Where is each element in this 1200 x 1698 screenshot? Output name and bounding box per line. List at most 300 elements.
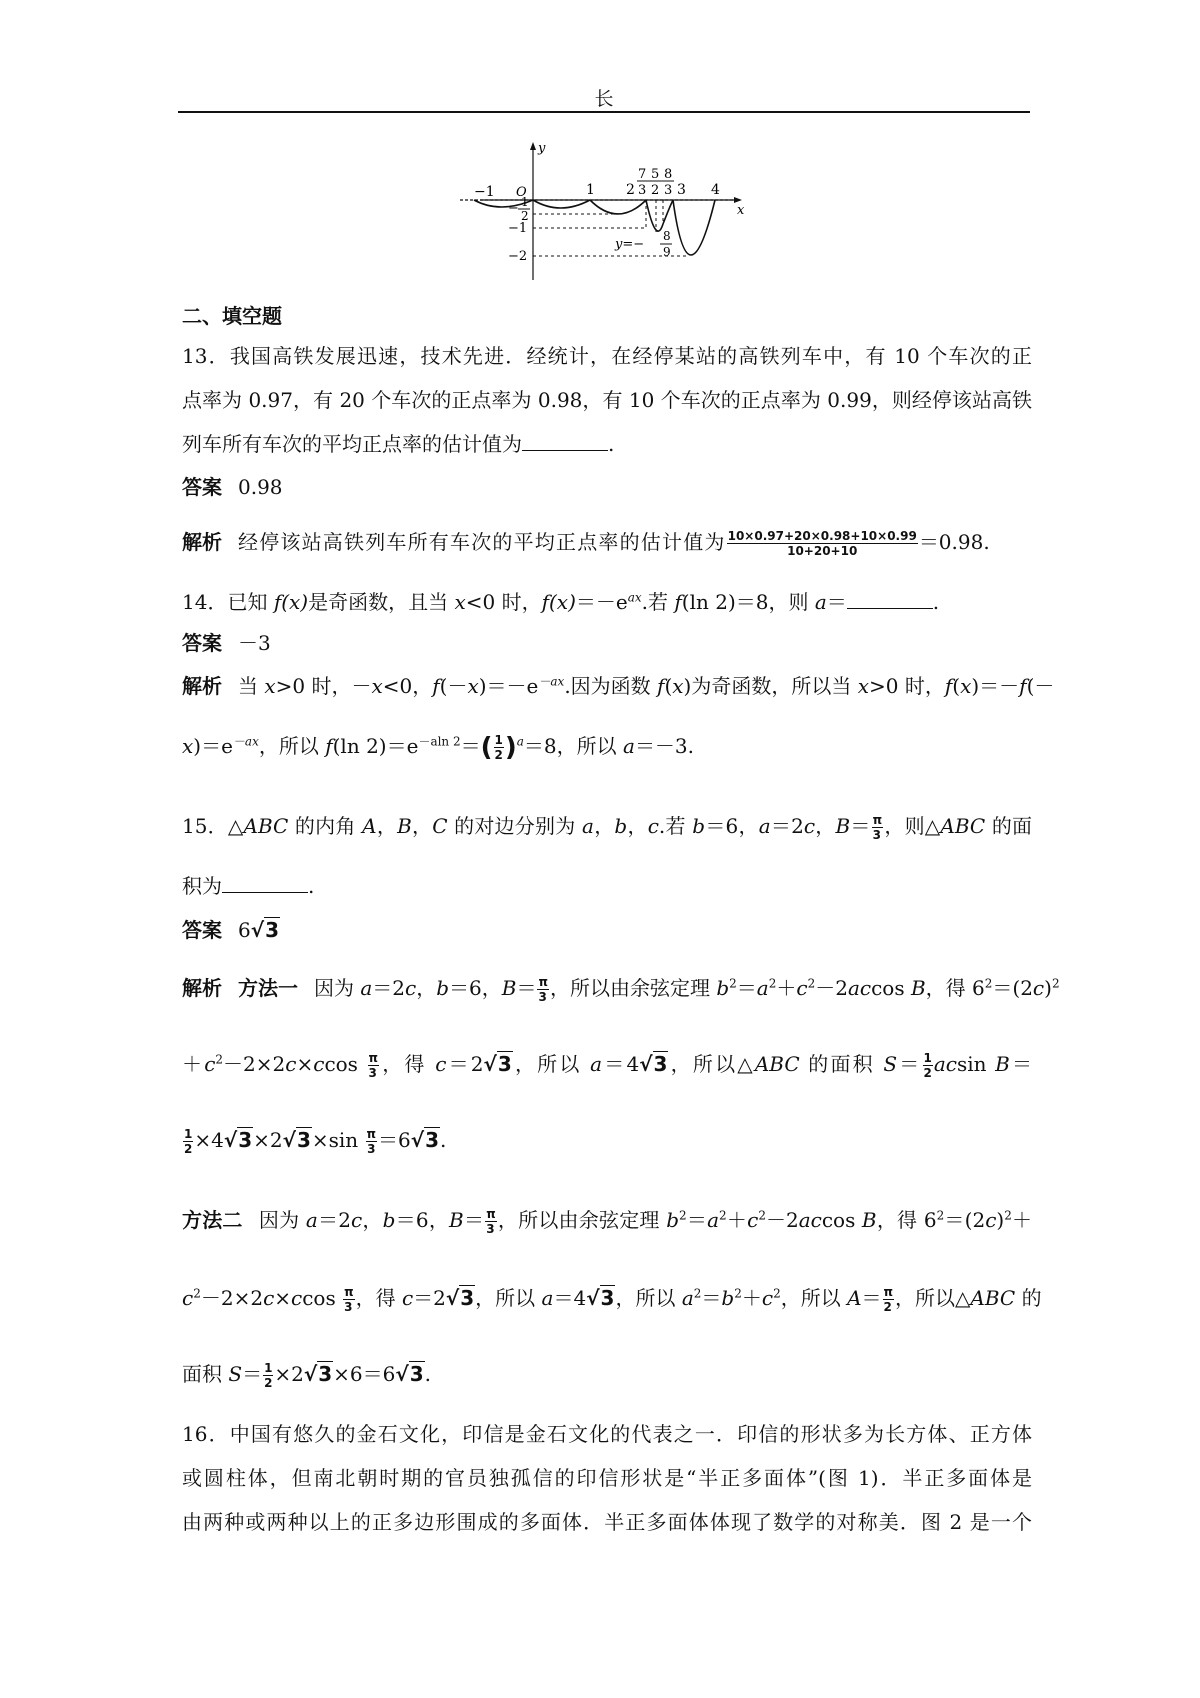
text-fragment: 面积: [182, 1362, 229, 1386]
text-fragment: 14．已知: [182, 590, 274, 614]
text-fragment: .: [932, 590, 940, 614]
text-fragment: 15．△: [182, 814, 244, 838]
text-fragment: ×4: [194, 1128, 224, 1152]
text-fragment: ＝2: [413, 1286, 446, 1310]
q13-fraction: [727, 529, 918, 558]
text-fragment: ＝4: [553, 1286, 587, 1310]
text-fragment: b: [436, 976, 450, 1000]
text-fragment: cos: [871, 976, 911, 1000]
text-fragment: 因为: [258, 1208, 306, 1232]
text-fragment: ×sin: [311, 1128, 365, 1152]
text-fragment: －ax: [538, 674, 565, 689]
text-fragment: a: [681, 1286, 694, 1310]
q13-line3-text: 列车所有车次的平均正点率的估计值为: [182, 432, 522, 456]
text-fragment: .: [440, 1128, 447, 1152]
text-fragment: x: [467, 674, 479, 698]
text-fragment: c: [182, 1286, 194, 1310]
text-fragment: ac: [933, 1052, 957, 1076]
text-fragment: (: [952, 674, 961, 698]
text-fragment: ＝－3.: [634, 734, 695, 758]
page-header: 长: [594, 88, 614, 110]
text-fragment: ): [1044, 976, 1052, 1000]
text-fragment: ): [996, 1208, 1005, 1232]
text-fragment: c: [263, 1286, 275, 1310]
text-fragment: B: [501, 976, 517, 1000]
text-fragment: ABC: [940, 814, 986, 838]
function-graph-figure: [460, 140, 750, 280]
text-fragment: <0 时，: [465, 590, 542, 614]
text-fragment: f: [1019, 674, 1027, 698]
text-fragment: f(x): [273, 590, 309, 614]
text-fragment: ＝: [463, 1208, 485, 1232]
text-fragment: √: [445, 1286, 460, 1310]
text-fragment: 1: [184, 1127, 193, 1141]
text-fragment: ＝－e: [575, 590, 628, 614]
answer-label: 答案: [182, 475, 222, 499]
text-fragment: 1: [923, 1051, 932, 1065]
text-fragment: ＝6: [378, 1128, 411, 1152]
text-fragment: π: [486, 1207, 496, 1221]
q15-answer-blank: [222, 874, 308, 893]
text-fragment: 3: [238, 1128, 253, 1152]
text-fragment: c: [1032, 976, 1045, 1000]
text-fragment: －aln 2: [418, 734, 461, 749]
text-fragment: ，得 6: [876, 1208, 937, 1232]
text-fragment: 3: [296, 1128, 311, 1152]
text-fragment: ，所以由余弦定理: [497, 1208, 667, 1232]
text-fragment: cos: [302, 1286, 343, 1310]
text-fragment: 3: [497, 1052, 512, 1076]
text-fragment: B: [861, 1208, 877, 1232]
text-fragment: ，所以: [780, 1286, 848, 1310]
x-tick-4: 4: [711, 182, 720, 198]
text-fragment: ac: [798, 1208, 822, 1232]
x-tick-5-2-den: 2: [651, 183, 660, 198]
analysis-label: 解析: [182, 674, 222, 698]
text-fragment: 3: [367, 1142, 376, 1156]
text-fragment: (ln 2)＝8，则: [681, 590, 815, 614]
text-fragment: .若: [641, 590, 675, 614]
text-fragment: 2: [773, 1286, 781, 1301]
text-fragment: c: [747, 1208, 759, 1232]
q15-method1-line2: [182, 1048, 1032, 1080]
text-fragment: ＝6，: [705, 814, 759, 838]
text-fragment: ×: [296, 1052, 314, 1076]
method2-label: 方法二: [182, 1208, 243, 1232]
x-tick-2: 2: [626, 182, 635, 198]
text-fragment: a: [305, 1208, 318, 1232]
text-fragment: (ln 2)＝e: [332, 734, 419, 758]
text-fragment: ，所以: [512, 1052, 591, 1076]
text-fragment: 3: [318, 1362, 333, 1386]
text-fragment: ＝6，: [449, 976, 502, 1000]
text-fragment: ac: [847, 976, 872, 1000]
text-fragment: ×: [274, 1286, 292, 1310]
text-fragment: cos: [324, 1052, 367, 1076]
text-fragment: 的内角: [288, 814, 363, 838]
text-fragment: π: [883, 1285, 894, 1299]
y-tick-minus2: −2: [508, 249, 528, 264]
text-fragment: c: [435, 1052, 447, 1076]
text-fragment: f: [325, 734, 333, 758]
text-fragment: π: [872, 813, 883, 827]
text-fragment: c: [291, 1286, 303, 1310]
text-fragment: C: [432, 814, 448, 838]
x-tick-8-3-den: 3: [664, 183, 673, 198]
text-fragment: (－: [1026, 674, 1055, 698]
text-fragment: a: [541, 1286, 554, 1310]
text-fragment: √: [282, 1128, 296, 1152]
text-fragment: 当: [238, 674, 265, 698]
text-fragment: ，: [627, 814, 648, 838]
text-fragment: ，: [815, 814, 836, 838]
text-fragment: x: [857, 674, 869, 698]
text-fragment: A: [362, 814, 377, 838]
text-fragment: b: [666, 1208, 680, 1232]
text-fragment: B: [910, 976, 926, 1000]
text-fragment: .因为函数: [564, 674, 658, 698]
y-tick-half-num: 1: [521, 195, 529, 209]
text-fragment: B: [995, 1052, 1010, 1076]
q13-line3-end: .: [608, 432, 615, 456]
text-fragment: ＝: [460, 734, 481, 758]
text-fragment: ＋: [1011, 1208, 1033, 1232]
text-fragment: ＝: [897, 1052, 922, 1076]
curve-label: y=−: [615, 237, 645, 252]
text-fragment: 是奇函数，且当: [308, 590, 455, 614]
x-tick-8-3-num: 8: [664, 167, 673, 182]
text-fragment: ＝: [701, 1286, 722, 1310]
text-fragment: √: [639, 1052, 653, 1076]
text-fragment: A: [847, 1286, 862, 1310]
text-fragment: 3: [872, 828, 881, 842]
text-fragment: ＋: [741, 1286, 762, 1310]
x-tick-1: 1: [586, 182, 595, 198]
text-fragment: ，得 6: [925, 976, 985, 1000]
x-axis-label: x: [737, 203, 745, 218]
text-fragment: c: [313, 1052, 325, 1076]
text-fragment: S: [228, 1362, 243, 1386]
x-tick-7-3-num: 7: [638, 167, 647, 182]
text-fragment: ×6＝6: [333, 1362, 396, 1386]
y-tick-half-den: 2: [521, 209, 529, 223]
q13-analysis: [182, 526, 1032, 558]
text-fragment: x: [371, 674, 383, 698]
text-fragment: ＝: [516, 976, 537, 1000]
text-fragment: ，所以由余弦定理: [549, 976, 717, 1000]
text-fragment: x: [264, 674, 276, 698]
q13-analysis-text: 经停该站高铁列车所有车次的平均正点率的估计值为: [238, 530, 726, 554]
text-fragment: x: [454, 590, 466, 614]
text-fragment: x: [960, 674, 972, 698]
text-fragment: c: [285, 1052, 297, 1076]
text-fragment: c: [351, 1208, 363, 1232]
text-fragment: √: [410, 1128, 425, 1152]
text-fragment: x: [672, 674, 684, 698]
text-fragment: ，所以: [475, 1286, 542, 1310]
q13-answer: [182, 471, 1032, 500]
text-fragment: ，所以△: [668, 1052, 755, 1076]
q13-frac-num: 10×0.97+20×0.98+10×0.99: [727, 529, 917, 543]
text-fragment: 2: [807, 976, 816, 991]
x-tick-5-2-num: 5: [651, 167, 660, 182]
text-fragment: f: [657, 674, 665, 698]
text-fragment: 2: [758, 1208, 766, 1223]
x-tick-minus1: −1: [474, 184, 495, 200]
text-fragment: 2: [264, 1376, 273, 1390]
text-fragment: 3: [600, 1286, 615, 1310]
q15-line2: [182, 870, 1032, 899]
text-fragment: ＋: [726, 1208, 748, 1232]
text-fragment: ＝4: [602, 1052, 640, 1076]
text-fragment: 的对边分别为: [447, 814, 583, 838]
text-fragment: ，得: [355, 1286, 402, 1310]
text-fragment: ，: [416, 976, 437, 1000]
q14-answer: [182, 627, 1032, 656]
q15-answer: [182, 914, 1032, 943]
text-fragment: ＝6，: [395, 1208, 450, 1232]
text-fragment: ，则△: [884, 814, 941, 838]
text-fragment: S: [883, 1052, 898, 1076]
text-fragment: －2: [815, 976, 848, 1000]
text-fragment: ＝: [242, 1362, 263, 1386]
text-fragment: ＋: [182, 1052, 205, 1076]
text-fragment: a: [756, 976, 769, 1000]
text-fragment: (－: [439, 674, 468, 698]
text-fragment: )＝－e: [478, 674, 539, 698]
text-fragment: c: [803, 814, 816, 838]
text-fragment: ＝: [736, 976, 757, 1000]
x-tick-7-3-den: 3: [638, 183, 647, 198]
text-fragment: π: [344, 1285, 354, 1299]
q13-answer-value: 0.98: [238, 475, 283, 499]
text-fragment: ax: [627, 590, 642, 605]
origin-label: O: [516, 185, 527, 200]
text-fragment: －ax: [232, 734, 259, 749]
q16-line2: 或圆柱体，但南北朝时期的官员独孤信的印信形状是“半正多面体”(图 1)．半正多面体是: [182, 1466, 1032, 1490]
text-fragment: ，: [376, 814, 398, 838]
q15-method2-line2: [182, 1282, 1042, 1314]
text-fragment: 因为: [314, 976, 361, 1000]
q13-line3: [182, 428, 1032, 457]
text-fragment: b: [716, 976, 730, 1000]
text-fragment: a: [582, 814, 594, 838]
text-fragment: 的面: [985, 814, 1033, 838]
text-fragment: 3: [265, 918, 279, 942]
text-fragment: 3: [344, 1300, 353, 1314]
text-fragment: ，: [362, 1208, 383, 1232]
text-fragment: a: [707, 1208, 720, 1232]
text-fragment: 3: [653, 1052, 668, 1076]
text-fragment: ×2: [274, 1362, 304, 1386]
text-fragment: 的: [1015, 1286, 1042, 1310]
text-fragment: ＝2: [372, 976, 406, 1000]
text-fragment: )＝e: [193, 734, 233, 758]
text-fragment: >0 时，: [869, 674, 945, 698]
y-axis-label: y: [538, 141, 546, 156]
text-fragment: ＝: [861, 1286, 882, 1310]
text-fragment: 2: [936, 1208, 945, 1223]
text-fragment: ＝2: [446, 1052, 484, 1076]
text-fragment: 2: [734, 1286, 742, 1301]
q15-method2-line1: [182, 1204, 1032, 1236]
q15-method2-line3: [182, 1358, 1032, 1390]
text-fragment: 2: [693, 1286, 702, 1301]
text-fragment: √: [586, 1286, 600, 1310]
text-fragment: π: [366, 1127, 377, 1141]
text-fragment: －2×2: [200, 1286, 264, 1310]
text-fragment: ＝(2: [944, 1208, 986, 1232]
text-fragment: 2: [1004, 1208, 1012, 1223]
text-fragment: c: [985, 1208, 997, 1232]
text-fragment: 3: [425, 1128, 440, 1152]
answer-label: 答案: [182, 631, 222, 655]
text-fragment: f(x): [541, 590, 576, 614]
text-fragment: f: [944, 674, 953, 698]
text-fragment: a: [360, 976, 373, 1000]
text-fragment: x: [182, 734, 194, 758]
q14-line1: [182, 586, 1032, 615]
q14-answer-value: －3: [238, 631, 271, 655]
text-fragment: π: [538, 975, 548, 989]
q13-analysis-end: ＝0.98.: [918, 530, 990, 554]
text-fragment: 2: [184, 1142, 193, 1156]
text-fragment: c: [405, 976, 417, 1000]
text-fragment: 2: [923, 1066, 932, 1080]
text-fragment: 积为: [182, 874, 222, 898]
text-fragment: ＝2: [317, 1208, 351, 1232]
answer-label: 答案: [182, 918, 222, 942]
text-fragment: 3: [368, 1066, 377, 1080]
text-fragment: a: [590, 1052, 603, 1076]
text-fragment: ＝: [686, 1208, 708, 1232]
text-fragment: －2: [765, 1208, 799, 1232]
text-fragment: 2: [679, 1208, 687, 1223]
text-fragment: ＝8，所以: [523, 734, 623, 758]
text-fragment: 1: [494, 733, 503, 747]
text-fragment: 的面积: [799, 1052, 884, 1076]
text-fragment: a: [814, 590, 827, 614]
text-fragment: b: [692, 814, 706, 838]
header-rule: [178, 111, 1030, 113]
text-fragment: ，所以: [615, 1286, 682, 1310]
q15-method1-line1: [182, 972, 1060, 1004]
text-fragment: B: [835, 814, 851, 838]
text-fragment: c: [401, 1286, 414, 1310]
text-fragment: <0，: [382, 674, 433, 698]
text-fragment: ＝: [1009, 1052, 1033, 1076]
text-fragment: ，: [411, 814, 433, 838]
q16-line3: 由两种或两种以上的正多边形围成的多面体．半正多面体体现了数学的对称美．图 2 是一个: [182, 1510, 1032, 1534]
text-fragment: ，: [593, 814, 615, 838]
text-fragment: ＝: [850, 814, 871, 838]
text-fragment: 3: [460, 1286, 475, 1310]
text-fragment: .若: [658, 814, 693, 838]
q15-line1: [182, 810, 1032, 842]
y-tick-half-minus: −: [508, 201, 519, 216]
text-fragment: f: [432, 674, 440, 698]
text-fragment: 2: [193, 1286, 201, 1301]
q14-analysis-line2: $x)=e^{-ax}$，所以 f(ln $2)=e^{-aln 2}=$( $\frac{1}{2}$ )$^a$＝8，所以 a＝－3.: [182, 732, 695, 763]
analysis-label: 解析: [182, 976, 222, 1000]
text-fragment: )＝－: [971, 674, 1020, 698]
q14-answer-blank: [847, 590, 933, 609]
text-fragment: 2: [1051, 976, 1060, 991]
method1-label: 方法一: [238, 976, 298, 1000]
text-fragment: 2: [984, 976, 993, 991]
text-fragment: 1: [264, 1361, 273, 1375]
text-fragment: ＋: [776, 976, 797, 1000]
text-fragment: 2: [719, 1208, 727, 1223]
text-fragment: ABC: [754, 1052, 800, 1076]
text-fragment: 6: [238, 918, 251, 942]
text-fragment: b: [721, 1286, 735, 1310]
text-fragment: √: [303, 1362, 318, 1386]
text-fragment: 2: [883, 1300, 892, 1314]
text-fragment: ×2: [253, 1128, 283, 1152]
q13-frac-den: 10+20+10: [787, 544, 858, 558]
text-fragment: π: [368, 1051, 379, 1065]
text-fragment: B: [397, 814, 412, 838]
text-fragment: B: [449, 1208, 464, 1232]
text-fragment: c: [647, 814, 659, 838]
text-fragment: a: [516, 734, 524, 749]
text-fragment: f: [674, 590, 682, 614]
text-fragment: 3: [486, 1222, 495, 1236]
y-tick-minus1: −1: [508, 221, 528, 236]
text-fragment: √: [223, 1128, 238, 1152]
text-fragment: )为奇函数，所以当: [683, 674, 858, 698]
text-fragment: √: [483, 1052, 497, 1076]
q13-line1: 13．我国高铁发展迅速，技术先进．经统计，在经停某站的高铁列车中，有 10 个车次的正: [182, 344, 1032, 368]
text-fragment: ，所以: [258, 734, 326, 758]
text-fragment: a: [758, 814, 771, 838]
text-fragment: 3: [409, 1362, 424, 1386]
curve-label-num: 8: [663, 229, 671, 243]
text-fragment: ，所以△: [895, 1286, 971, 1310]
text-fragment: 2: [768, 976, 777, 991]
text-fragment: ＝2: [770, 814, 804, 838]
text-fragment: b: [382, 1208, 396, 1232]
q13-line2: 点率为 0.97，有 20 个车次的正点率为 0.98，有 10 个车次的正点率为 0.99，则经停该站高铁: [182, 388, 1032, 412]
text-fragment: 2: [494, 748, 503, 762]
text-fragment: c: [204, 1052, 216, 1076]
text-fragment: c: [796, 976, 808, 1000]
x-tick-3: 3: [677, 182, 686, 198]
q14-analysis-line1: [182, 670, 1055, 699]
text-fragment: >0 时，－: [275, 674, 372, 698]
text-fragment: ＝(2: [992, 976, 1033, 1000]
q13-answer-blank: [522, 432, 608, 451]
text-fragment: －2×2: [223, 1052, 286, 1076]
curve-label-den: 9: [663, 245, 671, 259]
text-fragment: .: [424, 1362, 432, 1386]
text-fragment: cos: [821, 1208, 862, 1232]
analysis-label: 解析: [182, 530, 222, 554]
text-fragment: .: [308, 874, 315, 898]
text-fragment: sin: [957, 1052, 996, 1076]
q16-line1: 16．中国有悠久的金石文化，印信是金石文化的代表之一．印信的形状多为长方体、正方体: [182, 1422, 1032, 1446]
text-fragment: c: [761, 1286, 774, 1310]
text-fragment: √: [250, 918, 265, 942]
q15-method1-line3: [182, 1124, 1032, 1156]
text-fragment: √: [395, 1362, 409, 1386]
text-fragment: ，得: [380, 1052, 436, 1076]
text-fragment: 2: [215, 1052, 224, 1067]
text-fragment: ABC: [243, 814, 289, 838]
text-fragment: b: [614, 814, 628, 838]
text-fragment: 3: [538, 990, 547, 1004]
